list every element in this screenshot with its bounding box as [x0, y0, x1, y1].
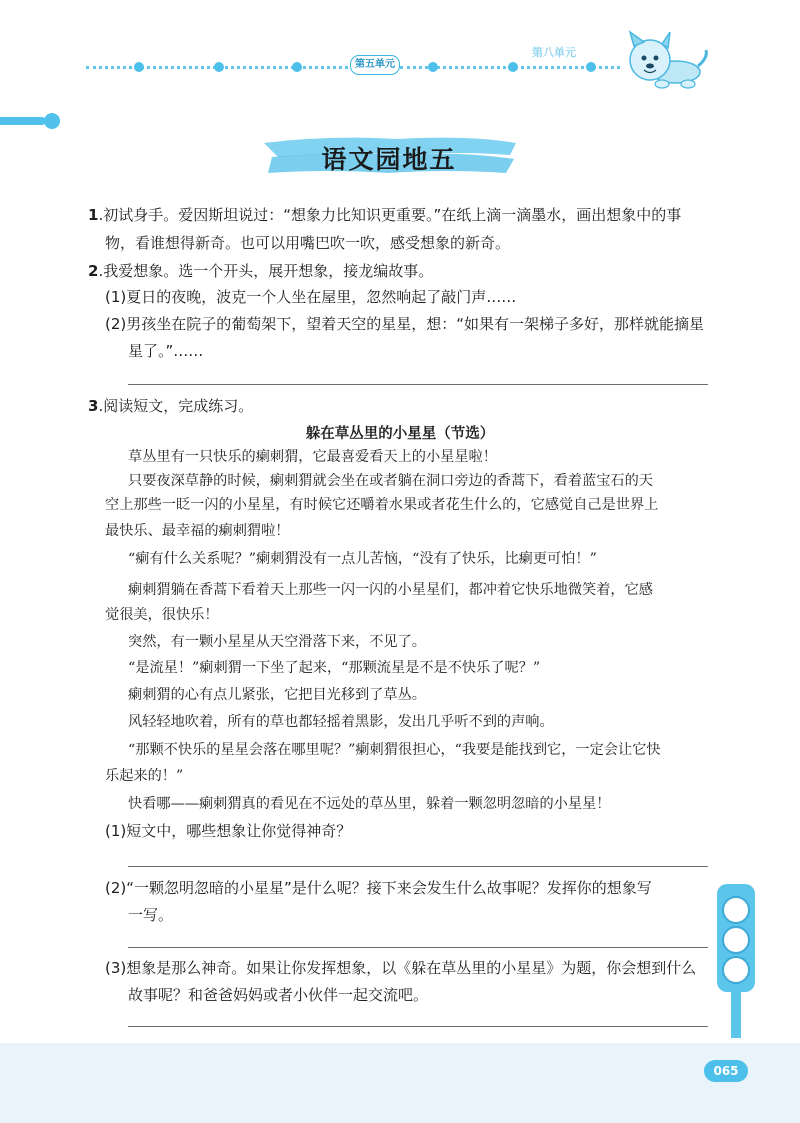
page-number: 065: [713, 1064, 739, 1078]
story-line: 突然，有一颗小星星从天空滑落下来，不见了。: [128, 634, 426, 650]
story-line: 乐起来的！”: [105, 768, 184, 784]
story-line: 快看哪——瘌刺猬真的看见在不远处的草丛里，躲着一颗忽明忽暗的小星星！: [128, 796, 611, 812]
page-title: 语文园地五: [321, 145, 457, 174]
header-dot: [292, 62, 302, 72]
traffic-light-lamp: [722, 926, 750, 954]
header-dot: [508, 62, 518, 72]
story-line: 草丛里有一只快乐的瘌刺猬，它最喜爱看天上的小星星啦！: [128, 449, 497, 465]
header-dot: [586, 62, 596, 72]
story-line: 最快乐、最幸福的瘌刺猬啦！: [105, 523, 290, 539]
q1-text: .初试身手。爱因斯坦说过：“想象力比知识更重要。”在纸上滴一滴墨水，画出想象中的事: [98, 206, 682, 224]
q2-line1: [88, 259, 433, 283]
traffic-light-lamp: [722, 896, 750, 924]
q1-line2: 物，看谁想得新奇。也可以用嘴巴吹一吹，感受想象的新奇。: [105, 234, 511, 252]
q2-option2-line1: (2)男孩坐在院子的葡萄架下，望着天空的星星，想：“如果有一架梯子多好，那样就能摘星: [105, 315, 705, 333]
story-title: 躲在草丛里的小星星（节选）: [305, 426, 495, 442]
dog-mascot-icon: [622, 30, 710, 92]
traffic-light-lamp: [722, 956, 750, 984]
story-line: 只要夜深草静的时候，瘌刺猬就会坐在或者躺在洞口旁边的香蒿下，看着蓝宝石的天: [128, 473, 653, 489]
header-dot: [428, 62, 438, 72]
left-decor-dot: [44, 113, 60, 129]
story-line: “瘌有什么关系呢？”瘌刺猬没有一点儿苦恼，“没有了快乐，比瘌更可怕！”: [128, 551, 597, 567]
q3-sub2-answer-line[interactable]: [128, 947, 708, 948]
q2-number: 2: [88, 262, 99, 280]
q3-sub2-line1: (2)“一颗忽明忽暗的小星星”是什么呢？接下来会发生什么故事呢？发挥你的想象写: [105, 879, 652, 897]
q3-sub2-line2: 一写。: [128, 906, 174, 924]
left-decor-bar: [0, 117, 46, 125]
q3-sub3-line2: 故事呢？和爸爸妈妈或者小伙伴一起交流吧。: [128, 986, 429, 1004]
story-line: 瘌刺猬躺在香蒿下看着天上那些一闪一闪的小星星们，都冲着它快乐地微笑着，它感: [128, 582, 653, 598]
unit-label-right: 第八单元: [532, 46, 576, 59]
q3-text: .阅读短文，完成练习。: [98, 397, 254, 415]
header-dot: [134, 62, 144, 72]
story-line: 风轻轻地吹着，所有的草也都轻摇着黑影，发出几乎听不到的声响。: [128, 714, 554, 730]
q2-text: .我爱想象。选一个开头，展开想象，接龙编故事。: [98, 262, 434, 280]
q1-number: 1: [88, 206, 99, 224]
traffic-light-pole: [731, 992, 741, 1038]
q2-answer-line[interactable]: [128, 384, 708, 385]
q3-sub3-answer-line[interactable]: [128, 1026, 708, 1027]
header-dot: [214, 62, 224, 72]
q3-sub1-answer-line[interactable]: [128, 866, 708, 867]
unit-badge: 第五单元: [350, 55, 400, 75]
q2-option2-line2: 星了。”……: [128, 342, 204, 360]
footer-band: [0, 1043, 800, 1123]
q3-sub3-line1: (3)想象是那么神奇。如果让你发挥想象，以《躲在草丛里的小星星》为题，你会想到什么: [105, 959, 697, 977]
q1-line1: [88, 203, 681, 227]
story-line: 空上那些一眨一闪的小星星，有时候它还嚼着水果或者花生什么的，它感觉自己是世界上: [105, 497, 659, 513]
q3-intro: [88, 394, 253, 418]
story-line: 觉很美，很快乐！: [105, 607, 219, 623]
story-line: “是流星！”瘌刺猬一下坐了起来，“那颗流星是不是不快乐了呢？”: [128, 660, 541, 676]
q3-sub1: (1)短文中，哪些想象让你觉得神奇？: [105, 822, 352, 840]
q2-option1: (1)夏日的夜晚，波克一个人坐在屋里，忽然响起了敲门声……: [105, 288, 517, 306]
story-line: 瘌刺猬的心有点儿紧张，它把目光移到了草丛。: [128, 687, 426, 703]
q3-number: 3: [88, 397, 99, 415]
story-line: “那颗不快乐的星星会落在哪里呢？”瘌刺猬很担心，“我要是能找到它，一定会让它快: [128, 742, 661, 758]
